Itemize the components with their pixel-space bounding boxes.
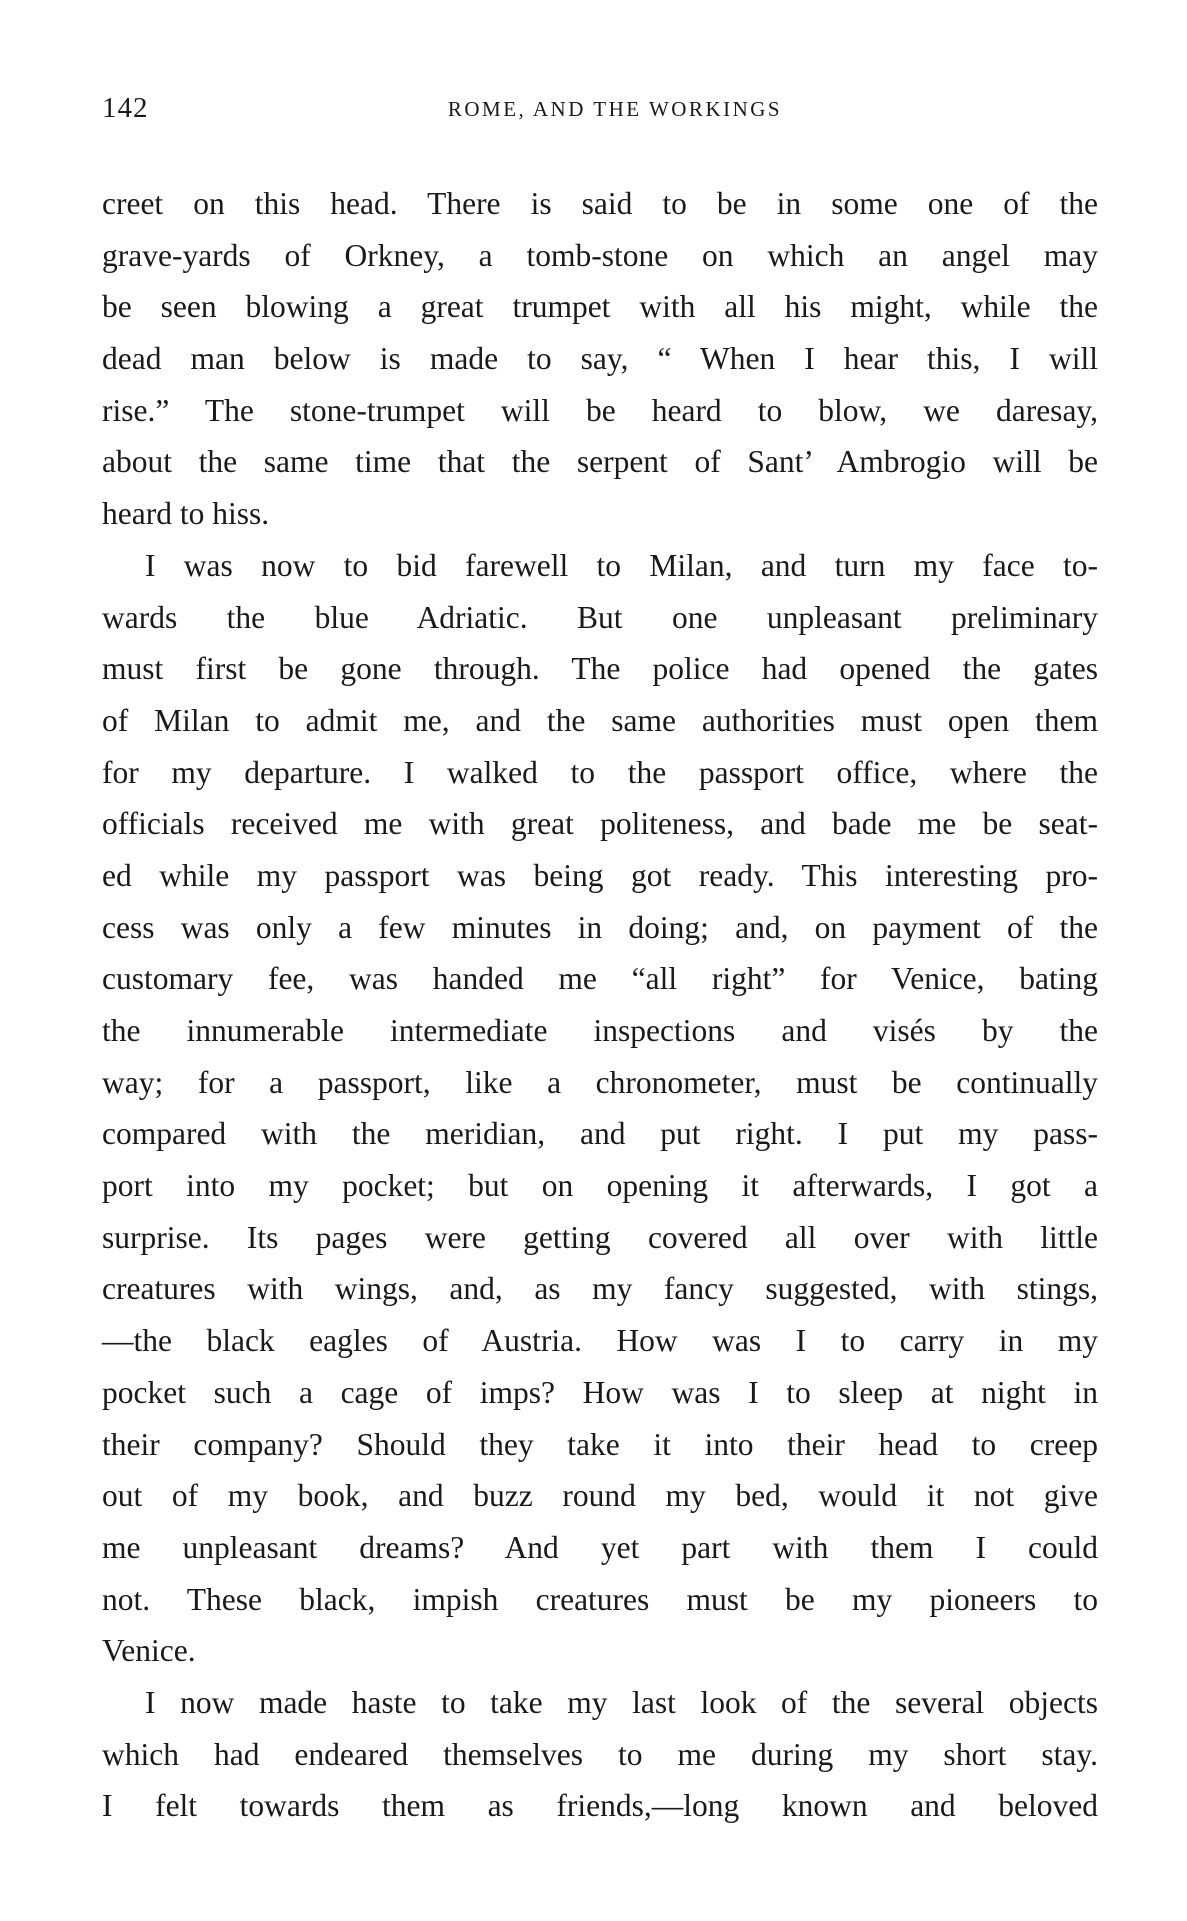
text-line: —the black eagles of Austria. How was I to carry in my [102, 1323, 1098, 1359]
text-line: creet on this head. There is said to be in some one of the [102, 186, 1098, 221]
text-line: out of my book, and buzz round my bed, would it not give [102, 1478, 1098, 1514]
text-line: cess was only a few minutes in doing; and, on payment of the [102, 909, 1098, 945]
text-line: pocket such a cage of imps? How was I to sleep at night in [102, 1374, 1098, 1410]
text-line: not. These black, impish creatures must be my pioneers to [102, 1581, 1098, 1617]
text-line: the innumerable intermediate inspections and visés by the [102, 1013, 1098, 1048]
text-line: for my departure. I walked to the passport office, where the [102, 754, 1098, 790]
text-line: must first be gone through. The police had opened the gates [102, 651, 1098, 687]
text-line: officials received me with great politeness, and bade me be seat- [102, 806, 1098, 842]
text-line: Venice. [102, 1633, 196, 1669]
text-line: I now made haste to take my last look of the several objects [145, 1684, 1098, 1720]
running-head: ROME, AND THE WORKINGS [447, 97, 783, 121]
page-header [102, 92, 1098, 132]
text-line: compared with the meridian, and put right. I put my pass- [102, 1116, 1098, 1152]
page-number: 142 [102, 92, 149, 124]
text-line: port into my pocket; but on opening it afterwards, I got a [102, 1168, 1098, 1204]
text-line: way; for a passport, like a chronometer, must be continually [102, 1064, 1098, 1100]
text-line: rise.” The stone-trumpet will be heard to blow, we daresay, [102, 392, 1098, 428]
text-line: I felt towards them as friends,—long known and beloved [102, 1788, 1098, 1824]
text-line: customary fee, was handed me “all right” for Venice, bating [102, 961, 1098, 997]
body-text [102, 178, 1098, 1832]
text-line: about the same time that the serpent of Sant’ Ambrogio will be [102, 444, 1098, 480]
text-line: surprise. Its pages were getting covered all over with little [102, 1219, 1098, 1255]
text-line: grave-yards of Orkney, a tomb-stone on which an angel may [102, 237, 1098, 273]
text-line: me unpleasant dreams? And yet part with them I could [102, 1529, 1098, 1565]
text-line: creatures with wings, and, as my fancy suggested, with stings, [102, 1271, 1098, 1307]
text-line: of Milan to admit me, and the same authorities must open them [102, 702, 1098, 738]
text-line: be seen blowing a great trumpet with all his might, while the [102, 289, 1098, 325]
text-line: their company? Should they take it into their head to creep [102, 1426, 1098, 1462]
text-line: dead man below is made to say, “ When I hear this, I will [102, 341, 1098, 377]
text-line: heard to hiss. [102, 496, 270, 532]
text-line: ed while my passport was being got ready. This interesting pro- [102, 857, 1098, 893]
text-line: I was now to bid farewell to Milan, and turn my face to- [145, 547, 1098, 583]
text-line: wards the blue Adriatic. But one unpleasant preliminary [102, 599, 1098, 635]
text-line: which had endeared themselves to me during my short stay. [102, 1736, 1098, 1772]
